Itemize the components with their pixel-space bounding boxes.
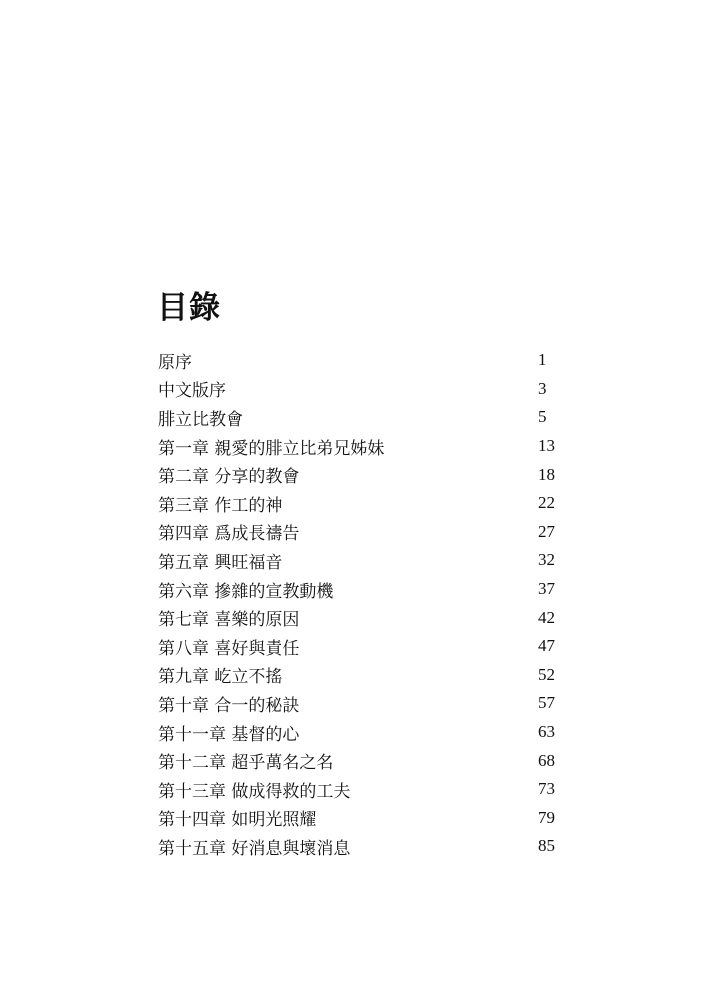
toc-entry-page: 32 [538,550,555,570]
toc-entry-label: 第五章 興旺福音 [158,552,283,573]
toc-entry-page: 3 [538,378,547,398]
toc-entry-label: 第十二章 超乎萬名之名 [158,753,334,774]
toc-entry [158,518,568,547]
toc-entry-label: 第九章 屹立不搖 [158,667,283,688]
toc-entry-label: 第十章 合一的秘訣 [158,695,300,716]
toc-entry [158,718,568,747]
toc-entry-label: 第十一章 基督的心 [158,724,300,745]
toc-entry-page: 42 [538,607,555,627]
toc-entry-page: 57 [538,693,555,713]
toc-entry [158,546,568,575]
toc-entry [158,804,568,833]
toc-entry [158,460,568,489]
toc-entry-label: 原序 [158,352,192,373]
toc-entry-label: 第一章 親愛的腓立比弟兄姊妹 [158,438,385,459]
toc-entry-page: 85 [538,836,555,856]
toc-entry-label: 第四章 爲成長禱告 [158,524,300,545]
toc-entry-page: 73 [538,779,555,799]
toc-entry-page: 5 [538,407,547,427]
toc-entry [158,603,568,632]
toc-entry [158,632,568,661]
toc-entry-label: 腓立比教會 [158,409,243,430]
toc-list [158,346,568,861]
toc-entry [158,689,568,718]
toc-entry-label: 中文版序 [158,381,226,402]
toc-entry [158,746,568,775]
toc-entry-page: 52 [538,664,555,684]
toc-entry-page: 63 [538,722,555,742]
toc-entry-label: 第十四章 如明光照耀 [158,810,317,831]
toc-entry [158,775,568,804]
toc-entry-label: 第二章 分享的教會 [158,467,300,488]
toc-entry [158,489,568,518]
toc-entry [158,346,568,375]
toc-entry-label: 第十五章 好消息與壞消息 [158,838,351,859]
toc-entry-page: 18 [538,464,555,484]
toc-entry [158,432,568,461]
toc-entry [158,661,568,690]
toc-entry-page: 47 [538,636,555,656]
toc-entry-label: 第十三章 做成得救的工夫 [158,781,351,802]
toc-entry-label: 第八章 喜好與責任 [158,638,300,659]
toc-entry [158,375,568,404]
toc-entry-page: 79 [538,807,555,827]
toc-entry-page: 37 [538,579,555,599]
toc-entry-label: 第三章 作工的神 [158,495,283,516]
toc-entry [158,575,568,604]
toc-entry-page: 68 [538,750,555,770]
toc-title: 目錄 [157,290,221,326]
toc-entry [158,403,568,432]
toc-entry-label: 第七章 喜樂的原因 [158,610,300,631]
toc-entry-page: 1 [538,350,547,370]
toc-entry [158,832,568,861]
toc-entry-label: 第六章 摻雜的宣教動機 [158,581,334,602]
toc-entry-page: 27 [538,521,555,541]
toc-entry-page: 13 [538,436,555,456]
toc-entry-page: 22 [538,493,555,513]
